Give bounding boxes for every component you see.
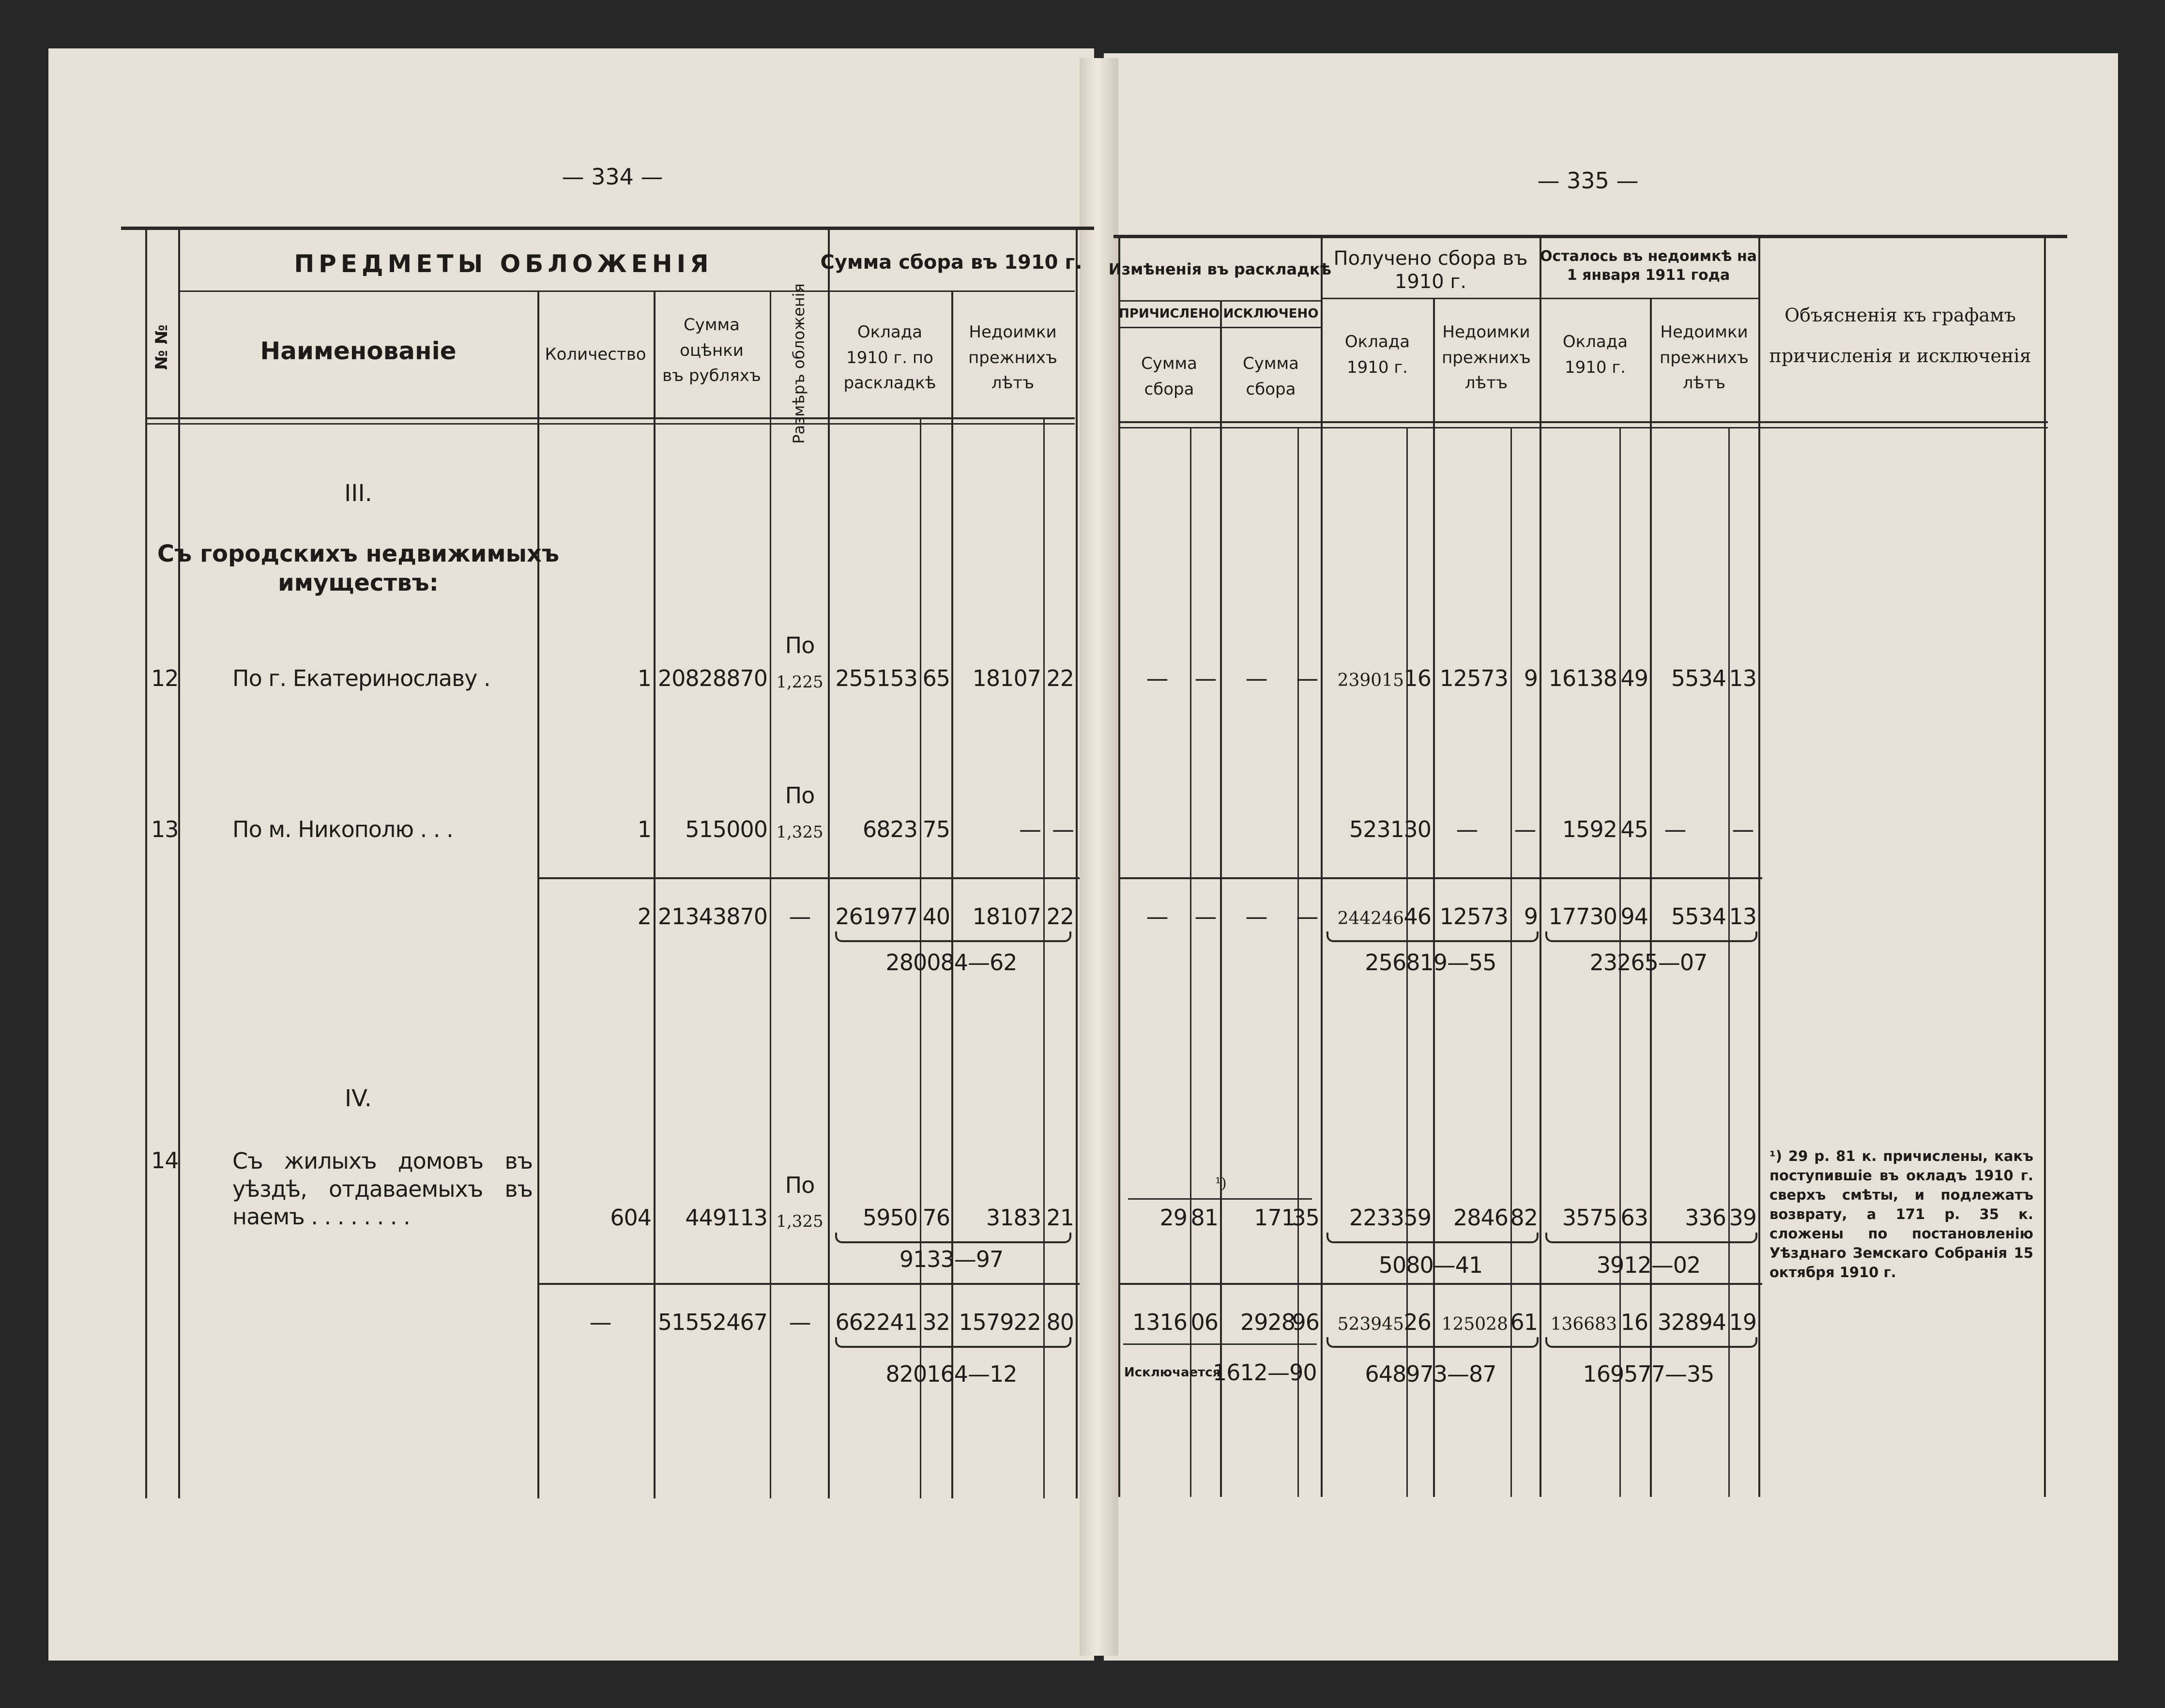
rs1-left-arr-kop: 13 [1729,903,1756,930]
row13-rate-top: По [785,782,815,808]
row14-salary-kop: 76 [922,1205,950,1231]
rt-left-brace [1545,1337,1757,1348]
r13-rec-arr-rub: — [1456,816,1478,842]
rt-excl-kop: 96 [1292,1309,1319,1335]
r12-rec-sal-kop: 16 [1403,665,1431,691]
rs1-rec-combined: 256819—55 [1365,949,1496,976]
vline [1758,238,1760,1497]
rs1-rec-brace [1326,931,1539,942]
added-sum-header: Сумма сбора [1141,354,1197,399]
r12-left-arr-rub: 5534 [1671,665,1726,691]
row13-qty: 1 [637,816,651,842]
rt-left-arr-kop: 19 [1729,1309,1756,1335]
section3-roman: III. [344,480,372,507]
changes-title: Измѣненія въ раскладкѣ [1108,260,1332,278]
vline [1118,238,1120,1497]
vline [1043,419,1045,1498]
rt-changes-rule [1123,1343,1317,1345]
r14-footnote-mark: ¹) [1215,1175,1227,1192]
rs1-rec-arr-kop: 9 [1524,903,1538,930]
row14-name: Съ жилыхъ домовъ въ уѣздѣ, отдаваемыхъ въ наемъ . . . . . . . . [232,1148,533,1230]
total-salary-rub: 662241 [835,1309,917,1335]
r12-rec-sal-rub: 239015 [1337,671,1404,690]
row13-valuation: 515000 [685,816,767,842]
r13-left-arr-kop: — [1732,816,1754,842]
r14-left-arr-kop: 39 [1729,1205,1756,1231]
vline [654,292,656,1498]
r14-excl-kop: 35 [1292,1205,1319,1231]
vline [770,292,771,1498]
r12-rec-arr-rub: 12573 [1439,665,1508,691]
rs1-left-arr-rub: 5534 [1671,903,1726,930]
rt-added-kop: 06 [1190,1309,1218,1335]
row14-no: 14 [151,1147,179,1174]
vline [1076,230,1078,1498]
row12-arrears-rub: 18107 [972,665,1041,691]
header-bottom-rule [145,417,1075,419]
r14-rec-combined: 5080—41 [1378,1252,1483,1278]
rt-added-rub: 1316 [1132,1309,1187,1335]
col-no-header: № № [152,324,171,370]
right-header-bottom-rule-2 [1118,427,2048,428]
subtotal1-brace [835,931,1071,942]
rt-left-arr-rub: 32894 [1657,1309,1726,1335]
vline [1650,298,1652,1497]
top-rule-left [121,227,1094,230]
r13-rec-sal-rub: 5231 [1349,816,1404,842]
row14-rate-bottom: 1,325 [776,1212,823,1231]
valuation-header: Сумма оцѣнки въ рубляхъ [662,315,761,386]
vline [951,292,953,1498]
rs1-added-kop: — [1194,903,1217,930]
r12-excl-kop: — [1296,665,1318,691]
r13-left-arr-rub: — [1664,816,1686,842]
row12-valuation: 20828870 [657,665,767,691]
r14-rec-arr-kop: 82 [1510,1205,1538,1231]
r12-added-rub: — [1146,665,1168,691]
total-arrears-kop: 80 [1046,1309,1074,1335]
rs1-rec-sal-kop: 46 [1403,903,1431,930]
subtotal1-valuation: 21343870 [657,903,767,930]
r13-rec-arr-kop: — [1514,816,1536,842]
section3-title: Съ городскихъ недвижимыхъ [157,540,560,567]
r12-left-sal-kop: 49 [1620,665,1648,691]
row14-brace [835,1233,1071,1243]
r12-added-kop: — [1194,665,1217,691]
r14-added-rub: 29 [1159,1205,1187,1231]
r13-left-sal-kop: 45 [1620,816,1648,842]
total-arrears-rub: 157922 [959,1309,1041,1335]
row14-arrears-rub: 3183 [986,1205,1041,1231]
r13-left-sal-rub: 1592 [1562,816,1617,842]
rs1-left-sal-rub: 17730 [1548,903,1617,930]
vline [1510,428,1512,1497]
footnote-text: ¹) 29 р. 81 к. причислены, какъ поступившіе въ окладъ 1910 г. сверхъ смѣты, и подлежатъ возврату, а 171 р. 35 к. сложены по постановленію Уѣзднаго Земскаго Собранія 15 октября 1910 г. [1769,1148,2033,1281]
rt-rec-arr-kop: 61 [1510,1309,1538,1335]
vline [2044,238,2046,1497]
r14-rec-sal-rub: 2233 [1349,1205,1404,1231]
row12-no: 12 [151,665,179,691]
rs1-rec-sal-rub: 244246 [1337,909,1404,929]
row13-name: По м. Никополю . . . [232,816,453,842]
vline [1297,428,1299,1497]
received-arrears-header: Недоимки прежнихъ лѣтъ [1442,322,1531,393]
section4-roman: IV. [344,1085,372,1112]
r14-left-brace [1545,1233,1757,1243]
r14-changes-rule [1128,1198,1312,1200]
row12-name: По г. Екатеринославу . [232,665,490,691]
excluded-sum-header: Сумма сбора [1243,354,1299,399]
rs1-left-combined: 23265—07 [1589,949,1708,976]
r14-left-combined: 3912—02 [1596,1252,1701,1278]
excluded-header: ИСКЛЮЧЕНО [1223,306,1319,321]
subtotal1-salary-kop: 40 [922,903,950,930]
total-brace [835,1337,1071,1348]
r12-rec-arr-kop: 9 [1524,665,1538,691]
left-arrears-header: Недоимки прежнихъ лѣтъ [1660,322,1749,393]
r14-left-arr-rub: 336 [1685,1205,1726,1231]
rs1-left-sal-kop: 94 [1620,903,1648,930]
vline [145,230,147,1498]
subtotal1-combined: 280084—62 [885,949,1017,976]
total-rate: — [789,1309,811,1335]
row12-salary-rub: 255153 [835,665,917,691]
book-gutter [1080,58,1118,1656]
r14-left-sal-kop: 63 [1620,1205,1648,1231]
rt-excl-rub: 2928 [1240,1309,1295,1335]
right-subtotal-rule [1118,877,1762,879]
right-page [1104,53,2118,1661]
row14-rate-top: По [785,1172,815,1198]
rt-rec-arr-rub: 125028 [1441,1314,1508,1334]
subtotal1-qty: 2 [637,903,651,930]
vline [828,230,830,1498]
row14-qty: 604 [610,1205,651,1231]
vline [1728,428,1730,1497]
arrears-header: Недоимки прежнихъ лѣтъ [968,322,1057,393]
rt-rec-brace [1326,1337,1539,1348]
section3-title-2: имуществъ: [278,569,439,596]
row12-salary-kop: 65 [922,665,950,691]
r14-rec-arr-rub: 2846 [1453,1205,1508,1231]
row13-salary-kop: 75 [922,816,950,842]
rs1-rec-arr-rub: 12573 [1439,903,1508,930]
arrears-left-title: Осталось въ недоимкѣ на 1 января 1911 года [1540,248,1757,284]
rate-header: Размѣръ обложенія [790,283,808,444]
subjects-title: ПРЕДМЕТЫ ОБЛОЖЕНІЯ [294,250,713,278]
right-total-rule [1118,1283,1762,1285]
rt-left-combined: 169577—35 [1583,1361,1714,1387]
header-subrule [179,290,828,292]
row13-salary-rub: 6823 [862,816,917,842]
rt-left-sal-rub: 136683 [1550,1314,1617,1334]
subtotal-rule [537,877,1080,879]
row14-combined: 9133—97 [899,1246,1004,1272]
r14-added-kop: 81 [1190,1205,1218,1231]
vline [1433,298,1435,1497]
vline [537,292,539,1498]
explanations-header: Объясненія къ графамъ причисленія и исключенія [1769,305,2031,366]
rt-excluded-value: 1612—90 [1213,1359,1317,1386]
rt-rec-combined: 648973—87 [1365,1361,1496,1387]
row12-arrears-kop: 22 [1046,665,1074,691]
subtotal1-arrears-rub: 18107 [972,903,1041,930]
row13-no: 13 [151,816,179,842]
name-header: Наименованіе [260,337,457,365]
rt-rec-sal-rub: 523945 [1337,1314,1404,1334]
subtotal1-rate: — [789,903,811,930]
received-title: Получено сбора въ 1910 г. [1333,247,1528,293]
vline [1540,238,1541,1497]
top-rule-right [1113,235,2067,238]
rt-rec-sal-kop: 26 [1403,1309,1431,1335]
page-number-334: — 334 — [562,164,663,190]
right-header-bottom-rule [1118,421,2048,423]
row12-rate-bottom: 1,225 [776,672,823,692]
total-salary-kop: 32 [922,1309,950,1335]
row14-arrears-kop: 21 [1046,1205,1074,1231]
r14-excl-rub: 171 [1254,1205,1295,1231]
row14-valuation: 449113 [685,1205,767,1231]
total-rule [537,1283,1080,1285]
vline [1220,300,1222,1497]
rs1-left-brace [1545,931,1757,942]
r12-left-arr-kop: 13 [1729,665,1756,691]
page-number-335: — 335 — [1537,168,1639,194]
quantity-header: Количество [545,345,646,364]
row13-arrears-kop: — [1052,816,1074,842]
row12-rate-top: По [785,632,815,658]
received-salary-header: Оклада 1910 г. [1344,332,1410,377]
r14-rec-brace [1326,1233,1539,1243]
vline [1321,238,1323,1497]
vline [178,230,180,1498]
row12-qty: 1 [637,665,651,691]
row14-salary-rub: 5950 [862,1205,917,1231]
rs1-added-rub: — [1146,903,1168,930]
r14-left-sal-rub: 3575 [1562,1205,1617,1231]
rs1-excl-kop: — [1296,903,1318,930]
total-combined: 820164—12 [885,1361,1017,1387]
r13-rec-sal-kop: 30 [1403,816,1431,842]
rt-excluded-label: Исключается [1124,1365,1221,1380]
total-qty: — [589,1309,611,1335]
fee-title: Сумма сбора въ 1910 г. [820,251,1082,274]
r12-left-sal-rub: 16138 [1548,665,1617,691]
header-bottom-rule-2 [145,423,1075,425]
subtotal1-salary-rub: 261977 [835,903,917,930]
total-valuation: 51552467 [657,1309,767,1335]
vline [1190,428,1191,1497]
salary-header: Оклада 1910 г. по раскладкѣ [843,322,936,393]
added-header: ПРИЧИСЛЕНО [1119,306,1220,321]
left-salary-header: Оклада 1910 г. [1562,332,1628,377]
subtotal1-arrears-kop: 22 [1046,903,1074,930]
row13-arrears-rub: — [1019,816,1041,842]
row13-rate-bottom: 1,325 [776,823,823,842]
r14-rec-sal-kop: 59 [1403,1205,1431,1231]
rt-left-sal-kop: 16 [1620,1309,1648,1335]
r12-excl-rub: — [1245,665,1267,691]
rs1-excl-rub: — [1245,903,1267,930]
